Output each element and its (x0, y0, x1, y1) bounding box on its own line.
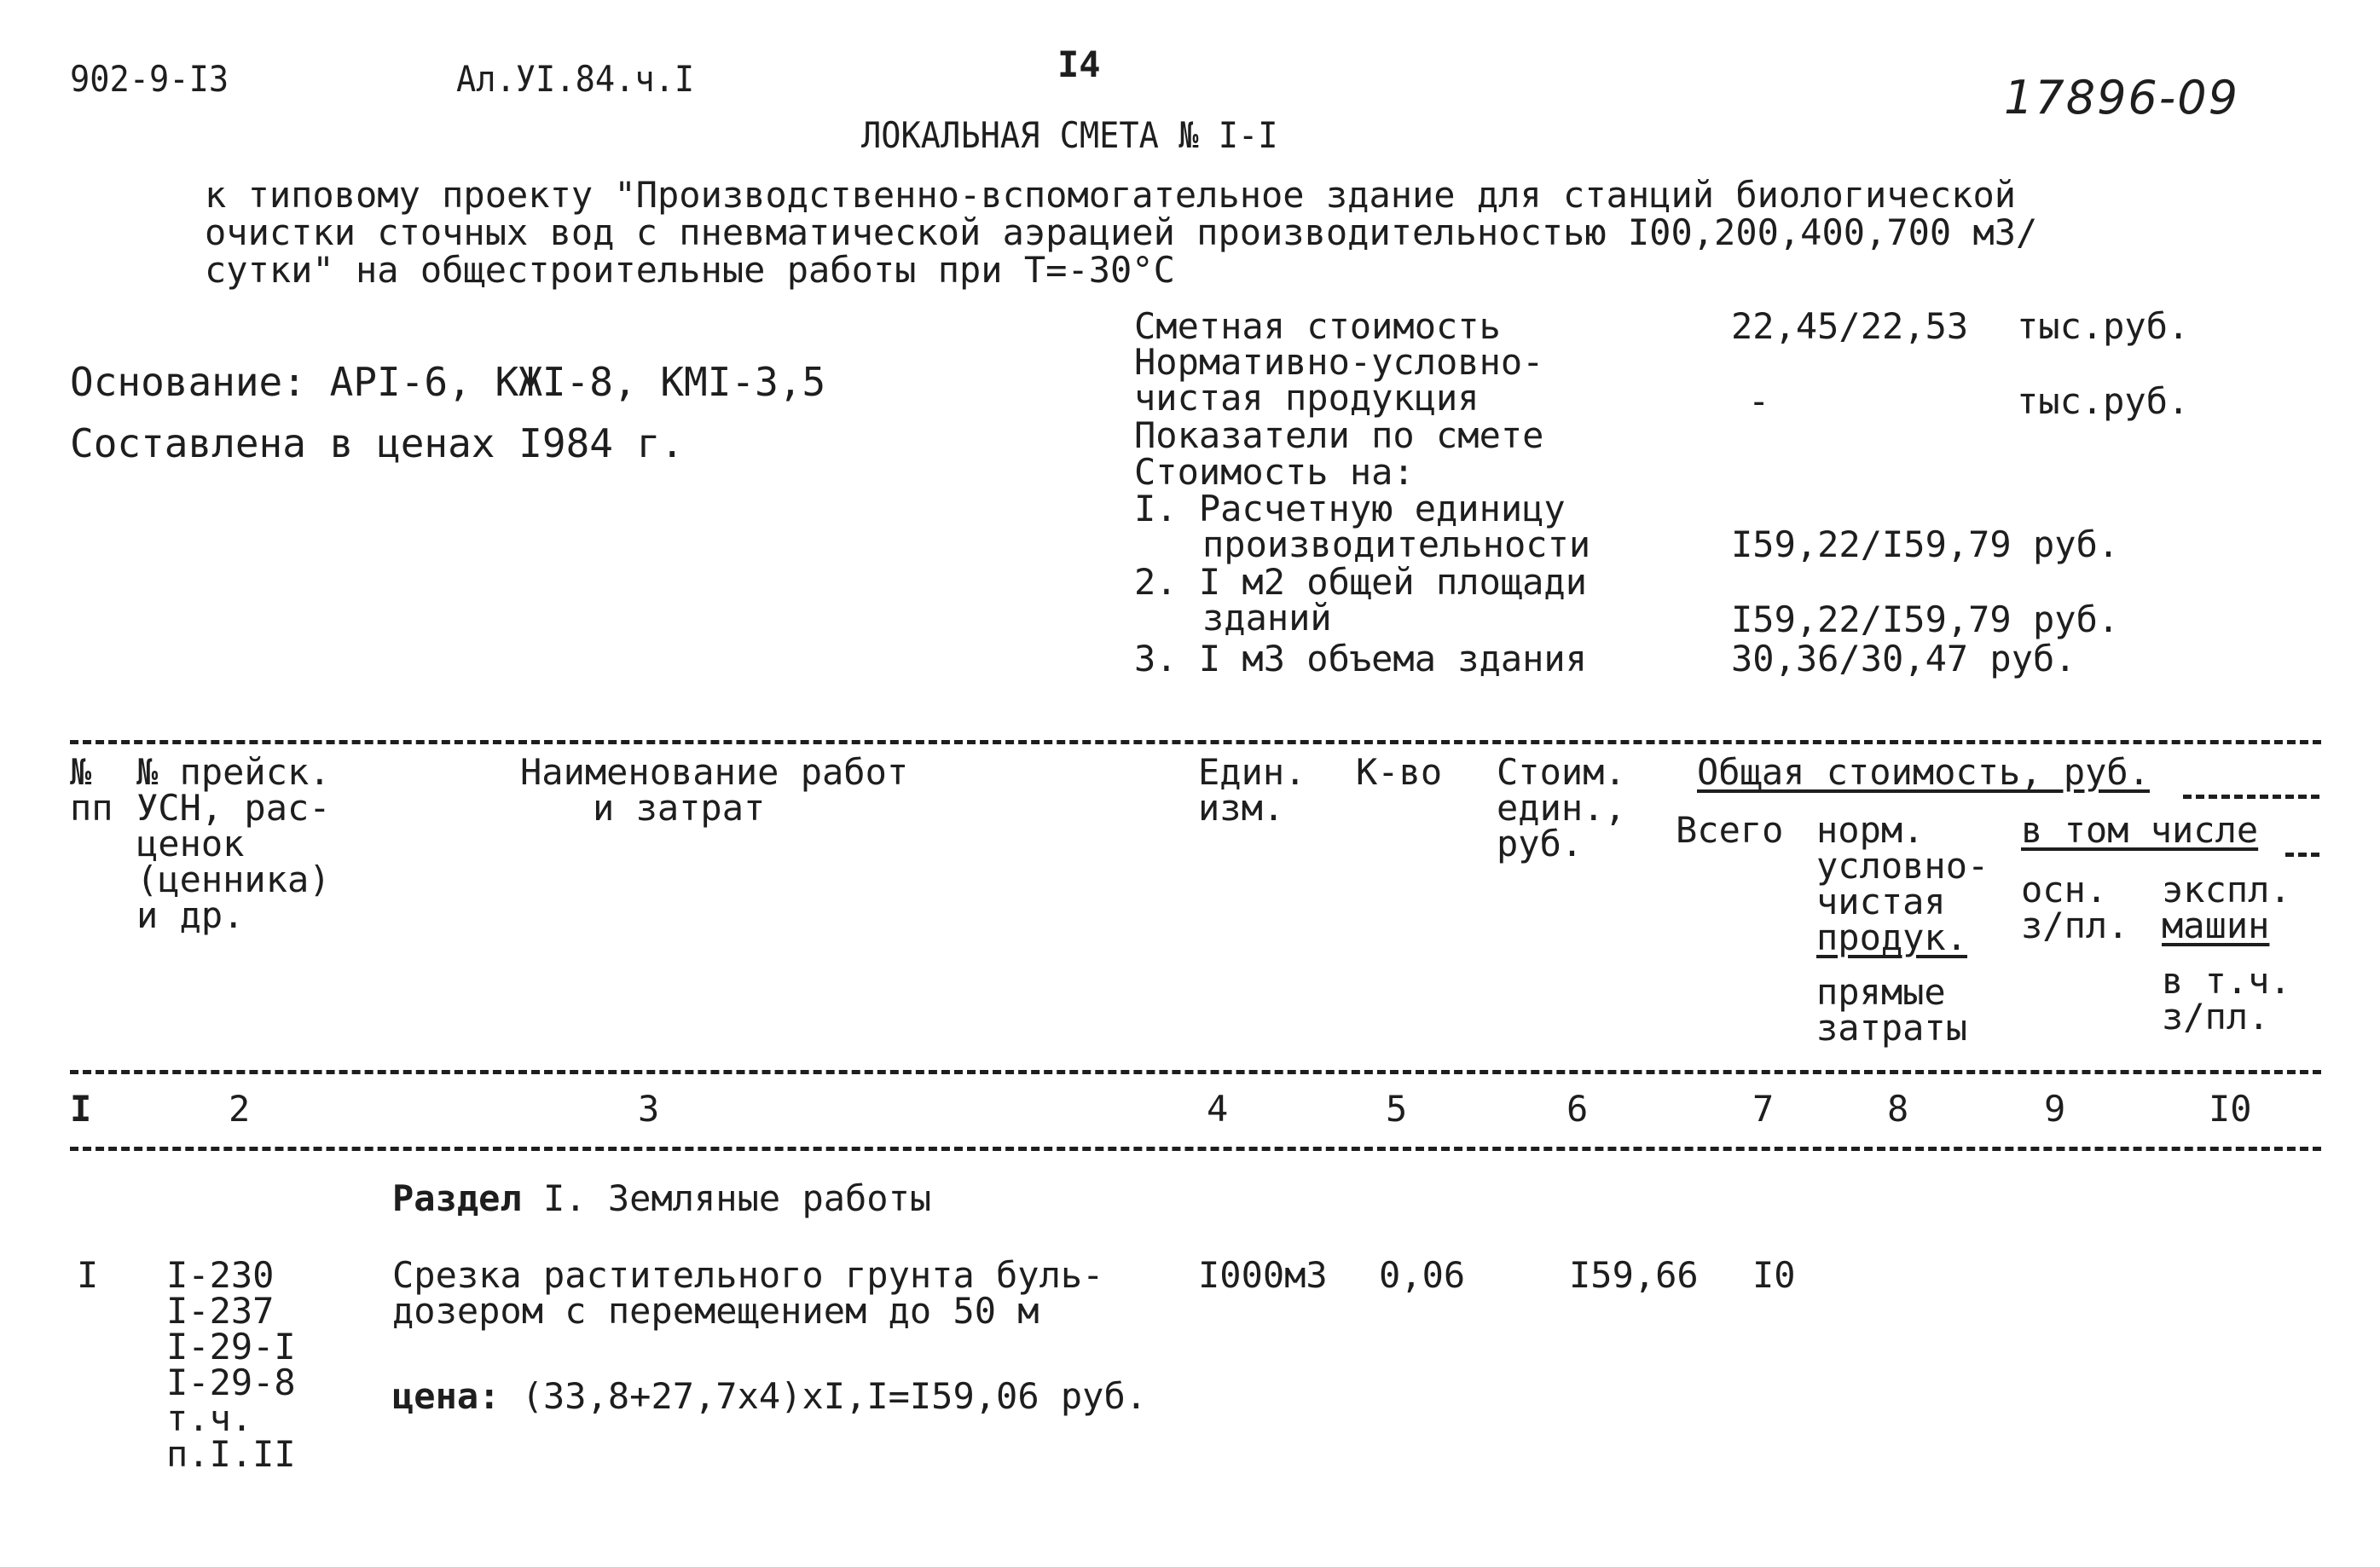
project-description (205, 176, 2037, 289)
document-title: ЛОКАЛЬНАЯ СМЕТА № I-I (861, 114, 1278, 156)
col-header-total-cost: Общая стоимость, руб. (1697, 751, 2151, 793)
estimated-cost-unit: тыс.руб. (2017, 305, 2190, 347)
price-code: I-29-I (166, 1326, 296, 1368)
col-header-unit-cost: Стоим. (1497, 751, 1626, 793)
column-number: 7 (1752, 1088, 1775, 1130)
header-dash-segment (2285, 853, 2319, 857)
volume-value: 30,36/30,47 руб. (1731, 638, 2076, 679)
unit-capacity-label: производительности (1202, 523, 1591, 565)
col-header-number: № (70, 751, 92, 793)
net-product-value: - (1748, 380, 1770, 422)
unit-capacity-value: I59,22/I59,79 руб. (1731, 523, 2120, 565)
project-description-line: к типовому проекту "Производственно-вспомогательное здание для станций биологической (205, 174, 2017, 216)
section-heading (392, 1177, 932, 1219)
col-header-machines: экспл. (2162, 869, 2291, 911)
area-label: зданий (1202, 597, 1332, 639)
column-number: 6 (1566, 1088, 1589, 1130)
col-header-net-product: продук. (1816, 916, 1968, 958)
column-number: I0 (2209, 1088, 2252, 1130)
col-header-unit: изм. (1198, 787, 1285, 829)
row-unit-cost: I59,66 (1569, 1254, 1699, 1296)
section-label: Раздел (392, 1177, 522, 1219)
price-code: I-237 (166, 1290, 275, 1332)
header-dash-segment (2183, 795, 2319, 799)
row-price-codes (166, 1254, 296, 1475)
doc-code: 902-9-I3 (70, 58, 229, 100)
table-top-rule (70, 740, 2321, 744)
unit-capacity-label: I. Расчетную единицу (1134, 488, 1566, 529)
col-header-work-name: Наименование работ (520, 751, 909, 793)
column-number: 4 (1207, 1088, 1229, 1130)
column-numbers-rule (70, 1147, 2321, 1151)
col-header-price-list: ценок (136, 823, 245, 864)
col-header-net-product: норм. (1816, 809, 1925, 851)
column-number: 9 (2044, 1088, 2066, 1130)
album-number: Ал.УI.84.ч.I (456, 58, 695, 100)
row-price-formula (392, 1375, 1148, 1417)
area-value: I59,22/I59,79 руб. (1731, 598, 2120, 640)
col-header-price-list: УСН, рас- (136, 787, 331, 829)
col-header-including: в том числе (2021, 809, 2259, 851)
row-total: I0 (1752, 1254, 1796, 1296)
col-header-quantity: К-во (1356, 751, 1443, 793)
area-label: 2. I м2 общей площади (1134, 561, 1588, 603)
net-product-label: Нормативно-условно- (1134, 341, 1544, 383)
col-header-price-list: № прейск. (136, 751, 331, 793)
col-header-direct-costs: затраты (1816, 1007, 1968, 1049)
col-header-unit-cost: руб. (1497, 823, 1584, 864)
column-number: 8 (1887, 1088, 1909, 1130)
basis-line: Основание: АРI-6, КЖI-8, КМI-3,5 (70, 359, 826, 405)
prices-year-line: Составлена в ценах I984 г. (70, 420, 685, 466)
volume-label: 3. I м3 объема здания (1134, 638, 1588, 679)
col-header-unit: Един. (1198, 751, 1306, 793)
row-work-name: дозером с перемещением до 50 м (392, 1290, 1039, 1332)
indicators-label: Показатели по смете (1134, 414, 1544, 456)
col-header-machines-wage: в т.ч. (2162, 960, 2291, 1002)
net-product-unit: тыс.руб. (2017, 380, 2190, 422)
col-header-base-wage: з/пл. (2021, 905, 2129, 946)
price-code: п.I.II (166, 1433, 296, 1475)
estimated-cost-value: 22,45/22,53 (1731, 305, 1969, 347)
row-quantity: 0,06 (1379, 1254, 1466, 1296)
column-number: 5 (1386, 1088, 1408, 1130)
cost-on-label: Стоимость на: (1134, 451, 1415, 493)
col-header-number: пп (70, 787, 113, 829)
net-product-label: чистая продукция (1134, 377, 1480, 419)
price-code: I-29-8 (166, 1362, 296, 1403)
price-label: цена: (392, 1375, 501, 1417)
col-header-total: Всего (1676, 809, 1784, 851)
row-unit: I000м3 (1198, 1254, 1328, 1296)
column-number: 2 (229, 1088, 251, 1130)
project-description-line: сутки" на общестроительные работы при Т=-30°С (205, 249, 1175, 291)
row-number: I (77, 1254, 99, 1296)
price-code: т.ч. (166, 1397, 253, 1439)
col-header-work-name: и затрат (593, 787, 766, 829)
estimated-cost-label: Сметная стоимость (1134, 305, 1501, 347)
row-work-name: Срезка растительного грунта буль- (392, 1254, 1104, 1296)
col-header-price-list: (ценника) (136, 859, 331, 900)
col-header-net-product: условно- (1816, 845, 1989, 887)
section-title: I. Земляные работы (543, 1177, 932, 1219)
col-header-direct-costs: прямые (1816, 971, 1946, 1013)
col-header-price-list: и др. (136, 894, 245, 936)
col-header-net-product: чистая (1816, 881, 1946, 922)
col-header-machines: машин (2162, 905, 2270, 946)
header-bottom-rule (70, 1070, 2321, 1074)
col-header-unit-cost: един., (1497, 787, 1626, 829)
price-code: I-230 (166, 1254, 275, 1296)
handwritten-stamp-number: 17896-09 (2004, 71, 2239, 124)
project-description-line: очистки сточных вод с пневматической аэрацией производительностью I00,200,400,700 м3/ (205, 211, 2038, 253)
column-number: I (70, 1088, 92, 1130)
price-formula: (33,8+27,7x4)xI,I=I59,06 руб. (521, 1375, 1148, 1417)
column-number: 3 (638, 1088, 660, 1130)
col-header-base-wage: осн. (2021, 869, 2108, 911)
col-header-machines-wage: з/пл. (2162, 996, 2270, 1038)
page-number: I4 (1057, 43, 1101, 85)
